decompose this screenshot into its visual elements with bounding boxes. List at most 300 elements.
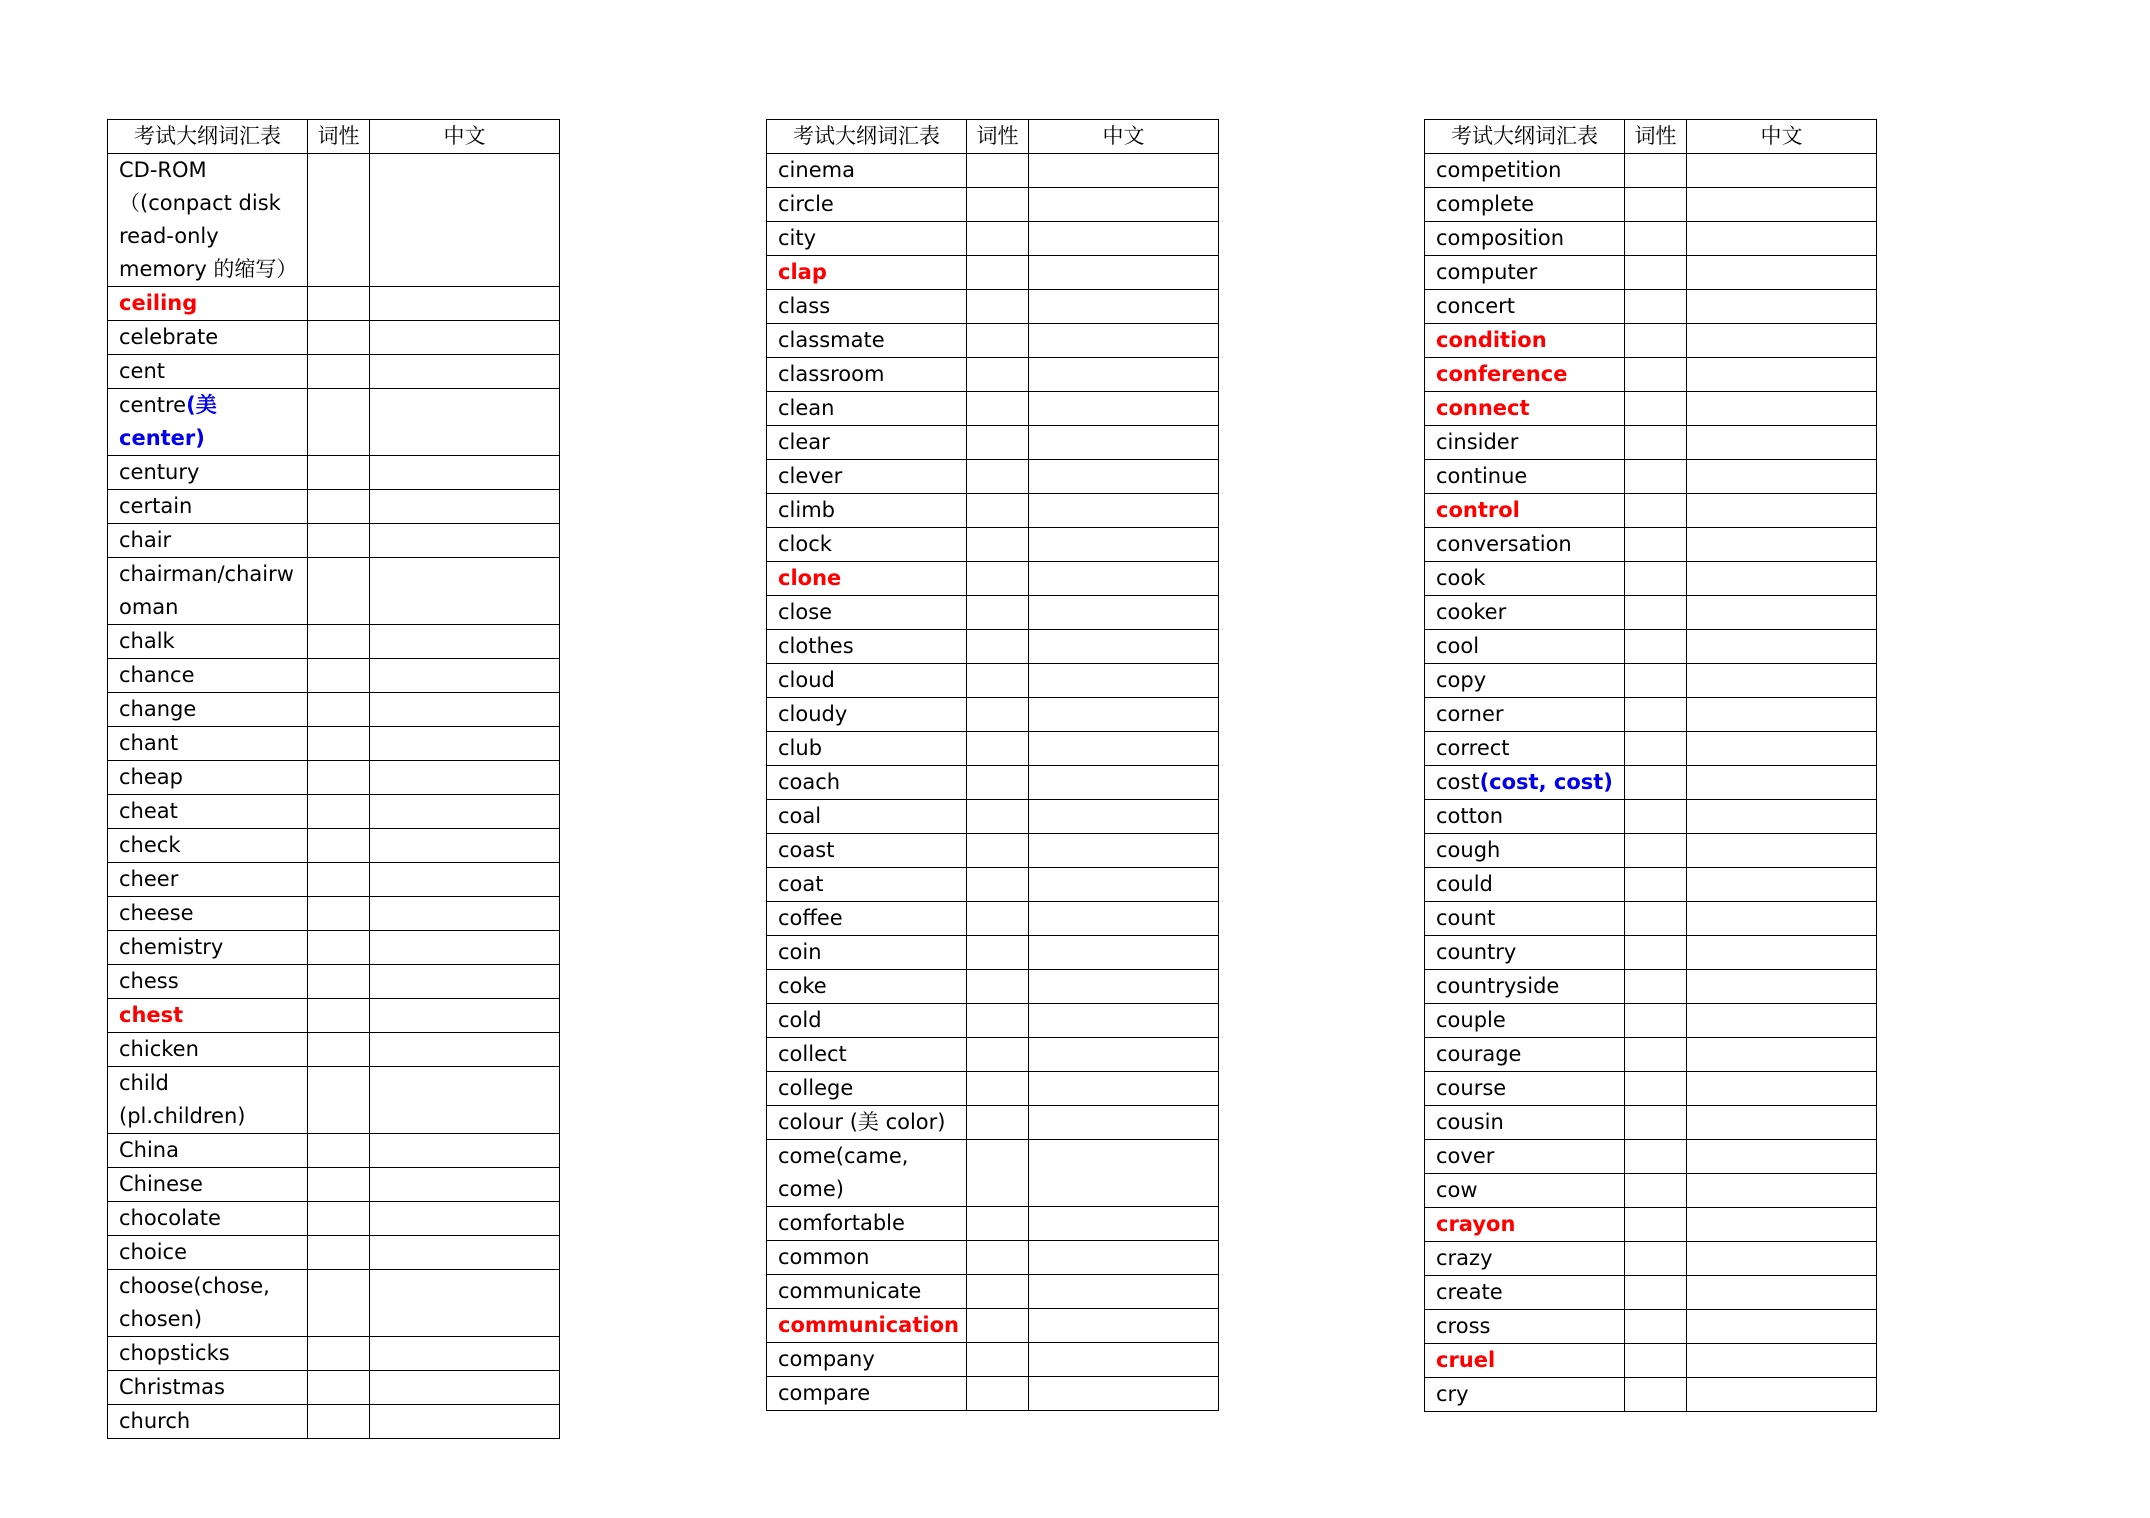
chinese-cell[interactable] [1687,460,1877,494]
pos-cell[interactable] [967,1140,1029,1207]
pos-cell[interactable] [308,931,370,965]
pos-cell[interactable] [308,897,370,931]
chinese-cell[interactable] [1687,664,1877,698]
vocab-word [1425,1310,1625,1344]
chinese-cell[interactable] [370,1270,560,1337]
chinese-cell[interactable] [1687,1174,1877,1208]
pos-cell[interactable] [308,1337,370,1371]
pos-cell[interactable] [1625,426,1687,460]
chinese-cell[interactable] [370,1067,560,1134]
vocab-word-text: chopsticks [119,1341,230,1365]
vocab-word [1425,358,1625,392]
chinese-cell[interactable] [1687,392,1877,426]
chinese-cell[interactable] [1687,936,1877,970]
chinese-cell[interactable] [370,558,560,625]
vocab-word [108,1270,308,1337]
chinese-cell[interactable] [370,321,560,355]
chinese-cell[interactable] [1687,1038,1877,1072]
pos-cell[interactable] [967,698,1029,732]
chinese-cell[interactable] [370,931,560,965]
vocab-word [767,1038,967,1072]
chinese-cell[interactable] [1029,358,1219,392]
vocab-word [1425,562,1625,596]
vocab-word-text: classroom [778,362,885,386]
pos-cell[interactable] [1625,1004,1687,1038]
chinese-cell[interactable] [1687,358,1877,392]
pos-cell[interactable] [308,456,370,490]
vocab-word [108,1236,308,1270]
table-row [767,630,1219,664]
vocab-word-text: clone [778,566,842,590]
table-row [108,1067,560,1134]
vocab-word [108,761,308,795]
pos-cell[interactable] [1625,1378,1687,1412]
chinese-cell[interactable] [1687,1344,1877,1378]
vocab-word-text: ceiling [119,291,198,315]
vocab-word [767,970,967,1004]
pos-cell[interactable] [1625,834,1687,868]
pos-cell[interactable] [308,693,370,727]
vocab-word [108,1337,308,1371]
chinese-cell[interactable] [1029,494,1219,528]
table-header-row [108,120,560,154]
table-row [767,936,1219,970]
pos-cell[interactable] [967,188,1029,222]
chinese-cell[interactable] [370,829,560,863]
chinese-cell[interactable] [1029,868,1219,902]
pos-cell[interactable] [967,902,1029,936]
vocab-word-text: condition [1436,328,1547,352]
table-row [1425,596,1877,630]
pos-cell[interactable] [967,1038,1029,1072]
vocab-word [767,596,967,630]
pos-cell[interactable] [308,524,370,558]
table-row [1425,868,1877,902]
chinese-cell[interactable] [1029,698,1219,732]
vocab-word [108,1168,308,1202]
chinese-cell[interactable] [1029,324,1219,358]
pos-cell[interactable] [967,562,1029,596]
chinese-cell[interactable] [1687,1140,1877,1174]
pos-cell[interactable] [1625,528,1687,562]
chinese-cell[interactable] [1029,834,1219,868]
pos-cell[interactable] [967,630,1029,664]
table-row [767,188,1219,222]
pos-cell[interactable] [308,965,370,999]
chinese-cell[interactable] [370,625,560,659]
chinese-cell[interactable] [1687,630,1877,664]
table-row [108,727,560,761]
table-row [108,931,560,965]
chinese-cell[interactable] [1687,970,1877,1004]
vocab-word [1425,1378,1625,1412]
chinese-cell[interactable] [1029,528,1219,562]
pos-cell[interactable] [967,596,1029,630]
pos-cell[interactable] [1625,698,1687,732]
chinese-cell[interactable] [1687,902,1877,936]
chinese-cell[interactable] [370,1033,560,1067]
pos-cell[interactable] [1625,970,1687,1004]
chinese-cell[interactable] [370,389,560,456]
pos-cell[interactable] [1625,562,1687,596]
table-row [108,1371,560,1405]
vocab-word-text: chance [119,663,195,687]
pos-cell[interactable] [967,664,1029,698]
chinese-cell[interactable] [1687,732,1877,766]
pos-cell[interactable] [1625,800,1687,834]
pos-cell[interactable] [1625,1174,1687,1208]
pos-cell[interactable] [308,659,370,693]
chinese-cell[interactable] [1029,1207,1219,1241]
chinese-cell[interactable] [1687,1276,1877,1310]
pos-cell[interactable] [1625,324,1687,358]
pos-cell[interactable] [308,625,370,659]
chinese-cell[interactable] [1029,392,1219,426]
vocab-word [1425,1072,1625,1106]
chinese-cell[interactable] [1029,902,1219,936]
chinese-cell[interactable] [1687,1072,1877,1106]
pos-cell[interactable] [1625,358,1687,392]
chinese-cell[interactable] [1029,1241,1219,1275]
pos-cell[interactable] [967,154,1029,188]
vocab-word-text: course [1436,1076,1507,1100]
pos-cell[interactable] [1625,630,1687,664]
vocab-word [767,1343,967,1377]
vocab-word-text: change [119,697,197,721]
chinese-cell[interactable] [1029,1106,1219,1140]
chinese-cell[interactable] [1687,290,1877,324]
pos-cell[interactable] [967,1309,1029,1343]
pos-cell[interactable] [1625,1276,1687,1310]
chinese-cell[interactable] [370,1168,560,1202]
chinese-cell[interactable] [1029,460,1219,494]
pos-cell[interactable] [1625,222,1687,256]
pos-cell[interactable] [308,829,370,863]
pos-cell[interactable] [967,1072,1029,1106]
pos-cell[interactable] [308,490,370,524]
chinese-cell[interactable] [1029,154,1219,188]
pos-cell[interactable] [308,558,370,625]
table-row [1425,936,1877,970]
pos-cell[interactable] [308,287,370,321]
chinese-cell[interactable] [370,490,560,524]
vocab-word [1425,256,1625,290]
pos-cell[interactable] [967,460,1029,494]
chinese-cell[interactable] [370,693,560,727]
chinese-cell[interactable] [370,1371,560,1405]
chinese-cell[interactable] [370,795,560,829]
chinese-cell[interactable] [1687,1242,1877,1276]
table-row [1425,460,1877,494]
chinese-cell[interactable] [1029,562,1219,596]
pos-cell[interactable] [308,1236,370,1270]
pos-cell[interactable] [308,154,370,287]
vocab-word-text: clock [778,532,832,556]
pos-cell[interactable] [1625,596,1687,630]
chinese-cell[interactable] [1029,256,1219,290]
chinese-cell[interactable] [1029,936,1219,970]
pos-cell[interactable] [1625,188,1687,222]
pos-cell[interactable] [308,1067,370,1134]
pos-cell[interactable] [1625,1072,1687,1106]
pos-cell[interactable] [1625,868,1687,902]
vocab-word-text: copy [1436,668,1487,692]
table-row [767,732,1219,766]
chinese-cell[interactable] [1687,596,1877,630]
pos-cell[interactable] [967,358,1029,392]
chinese-cell[interactable] [1029,1140,1219,1207]
vocab-word-text: compare [778,1381,871,1405]
pos-cell[interactable] [308,389,370,456]
table-row [108,490,560,524]
chinese-cell[interactable] [1687,426,1877,460]
table-row [1425,562,1877,596]
table-row [1425,1072,1877,1106]
chinese-cell[interactable] [1687,528,1877,562]
pos-cell[interactable] [1625,1038,1687,1072]
pos-cell[interactable] [1625,902,1687,936]
chinese-cell[interactable] [1687,868,1877,902]
pos-cell[interactable] [967,800,1029,834]
chinese-cell[interactable] [1687,698,1877,732]
pos-cell[interactable] [967,222,1029,256]
chinese-cell[interactable] [370,659,560,693]
pos-cell[interactable] [308,863,370,897]
chinese-cell[interactable] [1687,494,1877,528]
chinese-cell[interactable] [1029,426,1219,460]
chinese-cell[interactable] [1687,1310,1877,1344]
vocab-word-text: cough [1436,838,1501,862]
pos-cell[interactable] [967,290,1029,324]
pos-cell[interactable] [967,868,1029,902]
chinese-cell[interactable] [1029,630,1219,664]
header-zh: 中文 [370,120,560,154]
vocab-word [108,1405,308,1439]
pos-cell[interactable] [967,528,1029,562]
chinese-cell[interactable] [1687,1106,1877,1140]
chinese-cell[interactable] [1029,800,1219,834]
pos-cell[interactable] [967,732,1029,766]
pos-cell[interactable] [308,999,370,1033]
vocab-word-text: cross [1436,1314,1491,1338]
pos-cell[interactable] [1625,154,1687,188]
pos-cell[interactable] [967,1377,1029,1411]
chinese-cell[interactable] [370,863,560,897]
vocab-word-text: cheat [119,799,178,823]
vocab-word-text: chemistry [119,935,224,959]
vocab-word [108,931,308,965]
pos-cell[interactable] [967,324,1029,358]
pos-cell[interactable] [967,1106,1029,1140]
vocab-word [767,426,967,460]
table-row [108,1202,560,1236]
pos-cell[interactable] [308,1168,370,1202]
pos-cell[interactable] [1625,936,1687,970]
chinese-cell[interactable] [1029,188,1219,222]
vocab-word [767,358,967,392]
vocab-word [767,324,967,358]
pos-cell[interactable] [967,766,1029,800]
pos-cell[interactable] [967,426,1029,460]
table-row [1425,1004,1877,1038]
table-row [1425,834,1877,868]
chinese-cell[interactable] [1029,1004,1219,1038]
chinese-cell[interactable] [370,1236,560,1270]
chinese-cell[interactable] [1029,596,1219,630]
pos-cell[interactable] [1625,1310,1687,1344]
vocab-word-text: cruel [1436,1348,1496,1372]
header-pos: 词性 [967,120,1029,154]
vocab-word [767,698,967,732]
vocab-word-text: chest [119,1003,184,1027]
vocab-word-text: complete [1436,192,1535,216]
vocab-word [108,863,308,897]
pos-cell[interactable] [1625,494,1687,528]
pos-cell[interactable] [967,1343,1029,1377]
pos-cell[interactable] [967,1004,1029,1038]
chinese-cell[interactable] [1029,1072,1219,1106]
vocab-word-text: club [778,736,823,760]
vocab-word [108,490,308,524]
chinese-cell[interactable] [370,1405,560,1439]
table-row [1425,664,1877,698]
pos-cell[interactable] [308,355,370,389]
table-row [767,868,1219,902]
chinese-cell[interactable] [1029,1038,1219,1072]
chinese-cell[interactable] [1029,1309,1219,1343]
chinese-cell[interactable] [370,524,560,558]
vocab-word [1425,290,1625,324]
chinese-cell[interactable] [370,727,560,761]
vocab-word-text: clever [778,464,843,488]
vocab-word [1425,1004,1625,1038]
chinese-cell[interactable] [1029,1343,1219,1377]
chinese-cell[interactable] [1029,1275,1219,1309]
chinese-cell[interactable] [370,897,560,931]
table-row [108,863,560,897]
pos-cell[interactable] [308,321,370,355]
pos-cell[interactable] [308,1270,370,1337]
chinese-cell[interactable] [1029,290,1219,324]
vocab-word-text: company [778,1347,875,1371]
pos-cell[interactable] [1625,290,1687,324]
pos-cell[interactable] [967,494,1029,528]
pos-cell[interactable] [1625,664,1687,698]
chinese-cell[interactable] [1687,324,1877,358]
chinese-cell[interactable] [1687,1208,1877,1242]
pos-cell[interactable] [308,1405,370,1439]
table-row [767,256,1219,290]
chinese-cell[interactable] [1687,1004,1877,1038]
chinese-cell[interactable] [370,154,560,287]
vocab-word-text: chairman/chairw oman [119,562,294,619]
pos-cell[interactable] [1625,392,1687,426]
pos-cell[interactable] [1625,1242,1687,1276]
pos-cell[interactable] [308,1202,370,1236]
chinese-cell[interactable] [1687,222,1877,256]
pos-cell[interactable] [1625,1140,1687,1174]
pos-cell[interactable] [967,936,1029,970]
pos-cell[interactable] [1625,1106,1687,1140]
pos-cell[interactable] [1625,732,1687,766]
chinese-cell[interactable] [1029,970,1219,1004]
chinese-cell[interactable] [370,1202,560,1236]
table-row [767,902,1219,936]
chinese-cell[interactable] [1687,800,1877,834]
chinese-cell[interactable] [1029,766,1219,800]
chinese-cell[interactable] [370,1134,560,1168]
vocab-word-text: comfortable [778,1211,905,1235]
vocab-word-text: chocolate [119,1206,221,1230]
table-row [767,358,1219,392]
pos-cell[interactable] [1625,256,1687,290]
chinese-cell[interactable] [1687,188,1877,222]
pos-cell[interactable] [967,834,1029,868]
pos-cell[interactable] [967,1241,1029,1275]
pos-cell[interactable] [1625,1208,1687,1242]
vocab-word-text: certain [119,494,193,518]
table-row [767,1309,1219,1343]
chinese-cell[interactable] [370,456,560,490]
table-row [767,834,1219,868]
vocab-word-text: clear [778,430,830,454]
pos-cell[interactable] [308,1371,370,1405]
chinese-cell[interactable] [370,965,560,999]
pos-cell[interactable] [967,970,1029,1004]
pos-cell[interactable] [308,1033,370,1067]
chinese-cell[interactable] [1687,154,1877,188]
vocab-word-text: cook [1436,566,1486,590]
pos-cell[interactable] [1625,460,1687,494]
pos-cell[interactable] [967,1275,1029,1309]
chinese-cell[interactable] [1687,562,1877,596]
vocab-word-text: communication [778,1313,959,1337]
chinese-cell[interactable] [370,287,560,321]
chinese-cell[interactable] [370,761,560,795]
chinese-cell[interactable] [370,355,560,389]
chinese-cell[interactable] [1687,766,1877,800]
chinese-cell[interactable] [1687,1378,1877,1412]
pos-cell[interactable] [308,1134,370,1168]
pos-cell[interactable] [308,795,370,829]
pos-cell[interactable] [967,1207,1029,1241]
header-pos: 词性 [308,120,370,154]
vocab-word-text: concert [1436,294,1516,318]
pos-cell[interactable] [1625,766,1687,800]
chinese-cell[interactable] [1029,732,1219,766]
vocab-word-text: coast [778,838,835,862]
chinese-cell[interactable] [370,999,560,1033]
chinese-cell[interactable] [1029,1377,1219,1411]
vocab-word [767,766,967,800]
pos-cell[interactable] [308,761,370,795]
pos-cell[interactable] [967,256,1029,290]
chinese-cell[interactable] [370,1337,560,1371]
chinese-cell[interactable] [1687,256,1877,290]
pos-cell[interactable] [1625,1344,1687,1378]
vocab-word [1425,1344,1625,1378]
table-row [108,1337,560,1371]
vocab-word-text: conference [1436,362,1568,386]
chinese-cell[interactable] [1687,834,1877,868]
chinese-cell[interactable] [1029,222,1219,256]
pos-cell[interactable] [967,392,1029,426]
chinese-cell[interactable] [1029,664,1219,698]
header-word: 考试大纲词汇表 [108,120,308,154]
vocab-word [108,1134,308,1168]
vocab-word-text: cloudy [778,702,848,726]
pos-cell[interactable] [308,727,370,761]
